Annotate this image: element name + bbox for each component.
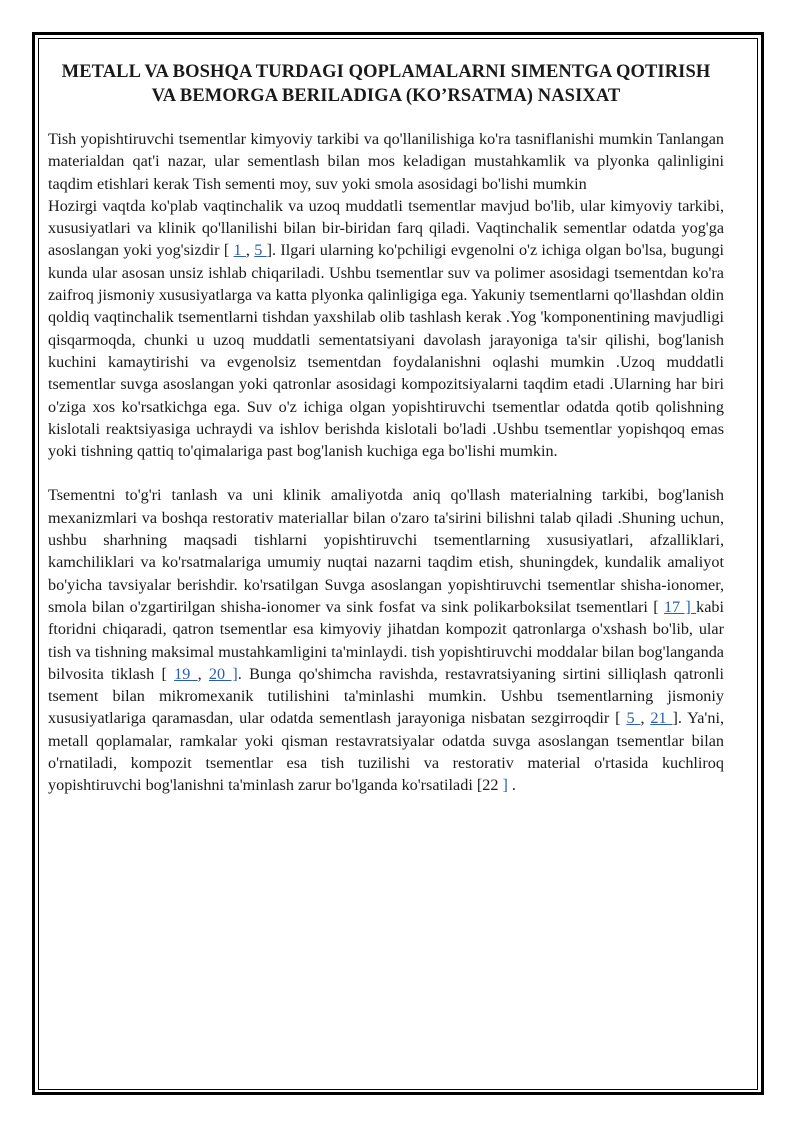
paragraph-text: . xyxy=(507,776,516,795)
paragraph-2 xyxy=(48,195,724,463)
paragraph-text: Tsementni to'g'ri tanlash va uni klinik amaliyotda aniq qo'llash materialning tarkibi, bog'lanish mexanizmlari va boshqa restorativ materiallar bilan o'zaro ta'sirini bilishni talab qiladi .Shuning uchun, ushbu sharhning maqsadi tishlarni yopishtiruvchi tsementlarning xususiyatlari, afzalliklari, kamchiliklari va ko'rsatmalariga umumiy nuqtai nazarni taqdim etish, shuningdek, kundalik amaliyot bo'yicha tavsiyalar berishdir. ko'rsatilgan Suvga asoslangan yopishtiruvchi tsementlar shisha-ionomer, smola bilan o'zgartirilgan shisha-ionomer va sink fosfat va sink polikarboksilat tsementlari [ xyxy=(48,486,724,616)
citation-link[interactable]: 5 xyxy=(626,709,641,728)
citation-link[interactable]: 20 ] xyxy=(208,664,238,683)
paragraph-text: ]. Ya'ni, metall qoplamalar, ramkalar yoki qisman restavratsiyalar odatda suvga asoslangan tsementlar bilan o'rnatiladi, kompozit tsementlar esa tish tuzilishi va restorativ material o'rtasida kuchliroq yopishtiruvchi bog'lanishni ta'minlash zarur bo'lganda ko'rsatiladi [22 xyxy=(48,709,724,795)
paragraph-text: , xyxy=(197,664,209,683)
paragraph-text: , xyxy=(245,241,255,260)
paragraph-text: Tish yopishtiruvchi tsementlar kimyoviy tarkibi va qo'llanilishiga ko'ra tasniflanishi mumkin Tanlangan materialdan qat'i nazar, ular sementlash bilan mos keladigan mustahkamlik va plyonka qalinligini taqdim etishlari kerak Tish sementi moy, suv yoki smola asosidagi bo'lishi mumkin xyxy=(48,130,724,193)
paragraph-text: , xyxy=(640,709,651,728)
citation-link[interactable]: 5 xyxy=(254,241,267,260)
paragraph-1 xyxy=(48,128,724,195)
paragraph-text: . Bunga qo'shimcha ravishda, restavratsiyaning sirtini silliqlash qatronli tsement bilan mikromexanik tutilishini ta'minlashi mumkin. Ushbu tsementlarning jismoniy xususiyatlariga qaramasdan, ular odatda sementlash jarayoniga nisbatan sezgirroqdir [ xyxy=(48,664,725,728)
citation-link[interactable]: 21 xyxy=(650,709,673,728)
paragraph-container xyxy=(48,128,724,797)
citation-link[interactable]: 17 ] xyxy=(663,597,697,616)
paragraph-text: kabi ftoridni chiqaradi, qatron tsementlar esa kimyoviy jihatdan kompozit qatronlarga o'xshash bo'lib, ular tish va tishning maksimal mustahkamligini ta'minlaydi. tish yopishtiruvchi moddalar bilan bog'langanda bilvosita tiklash [ xyxy=(48,597,725,683)
citation-link[interactable]: ] xyxy=(502,776,508,795)
document-title: METALL VA BOSHQA TURDAGI QOPLAMALARNI SIMENTGA QOTIRISH VA BEMORGA BERILADIGA (KO’RSATMA) NASIXAT xyxy=(61,62,711,106)
citation-link[interactable]: 1 xyxy=(233,241,246,260)
paragraph-3 xyxy=(48,484,724,796)
paragraph-text: ]. Ilgari ularning ko'pchiligi evgenolni o'z ichiga olgan bo'lsa, bugungi kunda ular asosan unsiz ishlab chiqariladi. Ushbu tsementlar suv va polimer asosidagi tsementdan ko'ra zaifroq jismoniy xususiyatlarga va katta plyonka qalinligiga ega. Yakuniy tsementlarni qo'llashdan oldin qoldiq vaqtinchalik tsementlarni tishdan yaxshilab olib tashlash kerak .Yog 'komponentining mavjudligi qisqarmoqda, chunki u uzoq muddatli sementatsiyani davolash jarayoniga ta'sir qilishi, bog'lanish kuchini kamaytirishi va evgenolsiz tsementdan foydalanishni oqlashi mumkin .Uzoq muddatli tsementlar suvga asoslangan yoki qatronlar asosidagi kompozitsiyalarni taqdim etadi .Ularning har biri o'ziga xos ko'rsatkichga ega. Suv o'z ichiga olgan yopishtiruvchi tsementlar odatda qotib qolishning kislotali reaktsiyasiga uchraydi va ishlov berishda kislotali bo'ladi .Ushbu tsementlar yopishqoq emas yoki tishning qattiq to'qimalariga past bog'lanish kuchiga ega bo'lishi mumkin. xyxy=(48,241,725,461)
document-body xyxy=(48,60,724,797)
citation-link[interactable]: 19 xyxy=(174,664,198,683)
paragraph-text: Hozirgi vaqtda ko'plab vaqtinchalik va uzoq muddatli tsementlar mavjud bo'lib, ular kimyoviy tarkibi, xususiyatlari va klinik qo'llanilishi bilan bir-biridan farq qiladi. Vaqtinchalik sementlar odatda yog'ga asoslangan yoki yog'sizdir [ xyxy=(48,196,724,260)
